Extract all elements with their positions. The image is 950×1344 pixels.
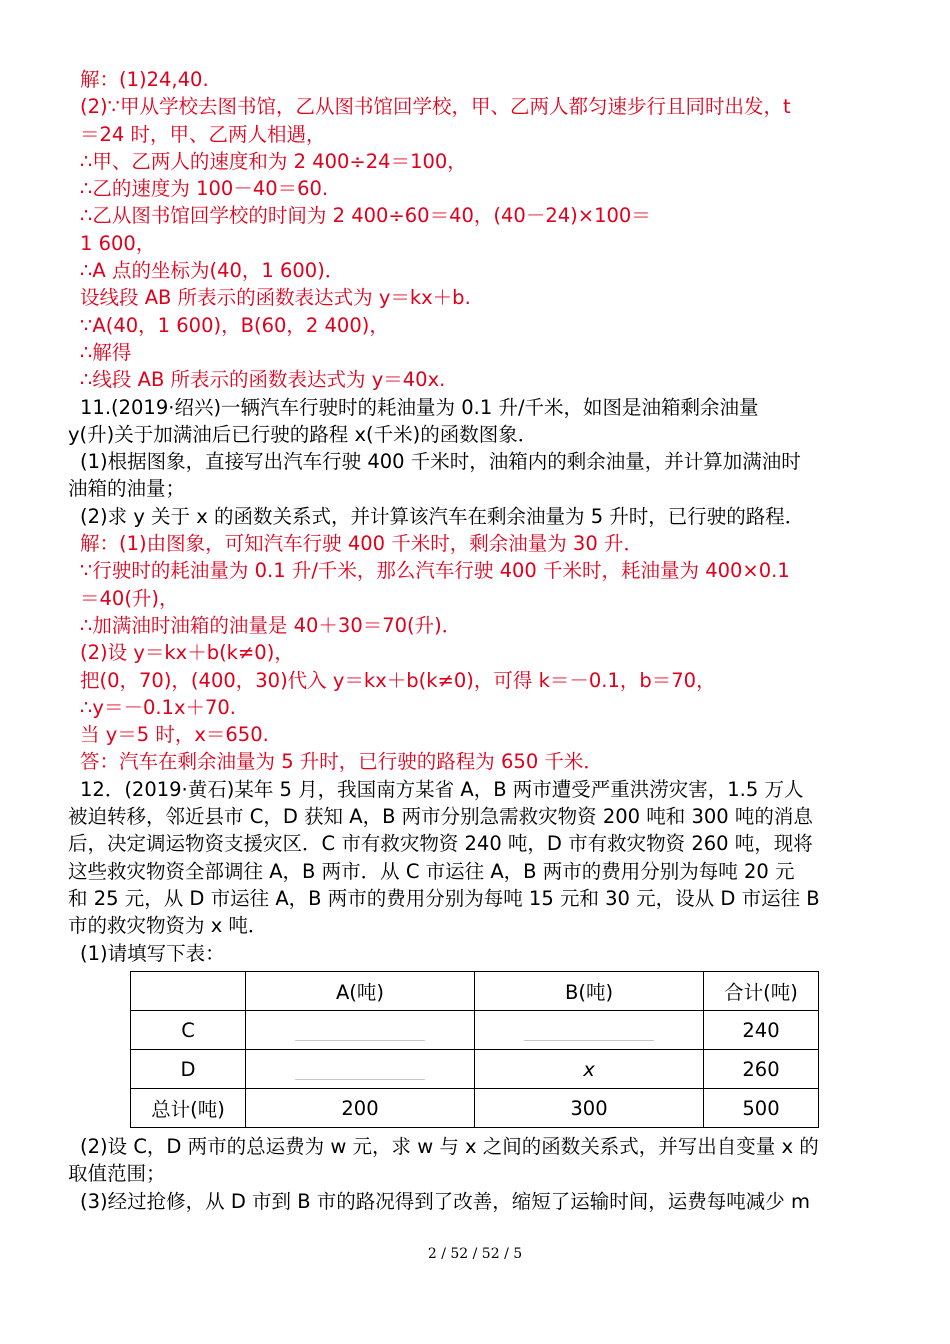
text-line: ∴乙从图书馆回学校的时间为 2 400÷60＝40，(40－24)×100＝ [80,204,651,228]
text-line: (3)经过抢修，从 D 市到 B 市的路况得到了改善，缩短了运输时间，运费每吨减少 m [80,1189,811,1213]
text-line: y(升)关于加满油后已行驶的路程 x(千米)的函数图象． [68,422,538,446]
text-line: 市的救灾物资为 x 吨． [68,914,268,938]
table-header-cell: B(吨) [475,972,704,1011]
table-cell-blank[interactable] [475,1011,704,1050]
answer-blank [524,1040,654,1041]
table-cell-blank[interactable] [246,1050,475,1089]
table-cell: 240 [704,1011,819,1050]
text-line: (1)根据图象，直接写出汽车行驶 400 千米时，油箱内的剩余油量，并计算加满油时 [80,450,801,474]
solution-10 [68,66,884,394]
text-line: 解：(1)24,40. [80,68,209,91]
text-line: ∵行驶时的耗油量为 0.1 升/千米，那么汽车行驶 400 千米时，耗油量为 400×0.1 [80,559,790,583]
text-line: 1 600， [80,231,156,255]
page-content [68,66,884,967]
page-footer: 2 / 52 / 52 / 5 [427,1246,523,1262]
text-line: 这些救灾物资全部调往 A，B 两市．从 C 市运往 A，B 两市的费用分别为每吨 20 元 [68,859,795,883]
table-cell: D [131,1050,246,1089]
answer-blank [295,1040,425,1041]
table-row [131,1089,819,1128]
text-line: (2)设 y＝kx＋b(k≠0)， [80,641,294,665]
text-line: ∴解得 [80,340,132,364]
text-line: ∴y＝－0.1x＋70. [80,695,237,719]
fill-in-table [130,971,819,1128]
text-line: ∴乙的速度为 100－40＝60. [80,177,329,201]
text-line: 设线段 AB 所表示的函数表达式为 y＝kx＋b. [80,286,471,310]
table-cell: 260 [704,1050,819,1089]
text-line: ＝24 时，甲、乙两人相遇， [80,122,326,146]
table-cell: 300 [475,1089,704,1128]
text-line: (2)设 C，D 两市的总运费为 w 元，求 w 与 x 之间的函数关系式，并写出自变量 x 的 [80,1135,819,1158]
table-header-cell [131,972,246,1011]
solution-11 [68,530,884,776]
table-header-row [131,972,819,1011]
answer-blank [295,1079,425,1080]
text-line: 把(0，70)，(400，30)代入 y＝kx＋b(k≠0)，可得 k＝－0.1，b＝70， [80,668,716,692]
problem-11 [68,394,884,530]
table-cell [475,1050,704,1089]
problem-12 [68,776,884,967]
text-line: (2)∵甲从学校去图书馆，乙从图书馆回学校，甲、乙两人都匀速步行且同时出发，t [80,95,791,119]
text-line: 取值范围； [68,1162,166,1186]
table-header-cell: A(吨) [246,972,475,1011]
text-line: ∴线段 AB 所表示的函数表达式为 y＝40x. [80,368,446,392]
table-cell: C [131,1011,246,1050]
table-cell-blank[interactable] [246,1011,475,1050]
text-line: 和 25 元，从 D 市运往 A，B 两市的费用分别为每吨 15 元和 30 元，设从 D 市运往 B [68,886,820,910]
text-line: ＝40(升)， [80,586,179,610]
text-line: 解：(1)由图象，可知汽车行驶 400 千米时，剩余油量为 30 升． [80,532,643,556]
text-line: 后，决定调运物资支援灾区．C 市有救灾物资 240 吨，D 市有救灾物资 260 吨，现将 [68,832,813,856]
problem-12-continued [68,1133,884,1215]
text-line: (2)求 y 关于 x 的函数关系式，并计算该汽车在剩余油量为 5 升时，已行驶的路程． [80,504,805,528]
table-row [131,1050,819,1089]
table-cell: 总计(吨) [131,1089,246,1128]
text-line: ∴加满油时油箱的油量是 40＋30＝70(升)． [80,613,462,637]
text-line: 11.(2019·绍兴)一辆汽车行驶时的耗油量为 0.1 升/千米，如图是油箱剩余油量 [80,395,759,419]
text-line: ∴A 点的坐标为(40，1 600)． [80,259,345,283]
text-line: (1)请填写下表： [80,941,225,965]
table-cell: 500 [704,1089,819,1128]
text-line: 12．(2019·黄石)某年 5 月，我国南方某省 A，B 两市遭受严重洪涝灾害，1.5 万人 [80,777,804,801]
text-line: 油箱的油量； [68,477,186,501]
text-line: ∵A(40，1 600)，B(60，2 400)， [80,313,389,337]
text-line: 被迫转移，邻近县市 C，D 获知 A，B 两市分别急需救灾物资 200 吨和 300 吨的消息 [68,805,813,829]
text-line: ∴甲、乙两人的速度和为 2 400÷24＝100， [80,149,467,173]
table-header-cell: 合计(吨) [704,972,819,1011]
text-line: 答：汽车在剩余油量为 5 升时，已行驶的路程为 650 千米． [80,750,603,774]
variable-x: x [583,1057,595,1081]
text-line: 当 y＝5 时，x＝650. [80,723,269,747]
table-cell: 200 [246,1089,475,1128]
table-row [131,1011,819,1050]
